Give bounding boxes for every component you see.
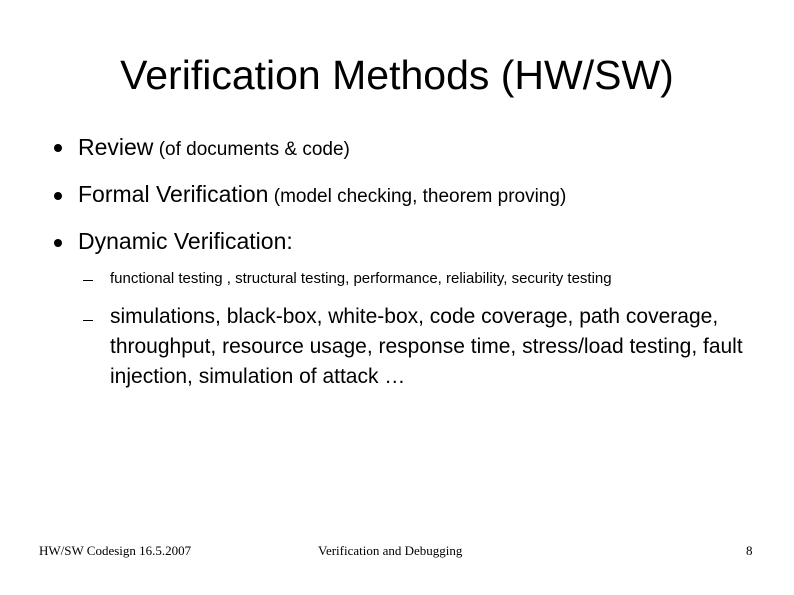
bullet-formal-verification xyxy=(78,181,566,208)
bullet-detail-text: (of documents & code) xyxy=(153,139,350,160)
bullet-main-text: Review xyxy=(78,134,154,160)
bullet-dynamic-verification xyxy=(78,228,293,255)
slide-title: Verification Methods (HW/SW) xyxy=(120,52,674,98)
dash-bullet-icon xyxy=(83,280,93,281)
bullet-main-text: Dynamic Verification: xyxy=(78,228,293,254)
sub-bullet-techniques: simulations, black-box, white-box, code coverage, path coverage, throughput, resource usage, response time, stress/load testing, fault injection, simulation of attack … xyxy=(110,305,743,388)
bullet-detail-text: (model checking, theorem proving) xyxy=(268,186,567,207)
bullet-review xyxy=(78,134,350,161)
sub-bullet-testing-types: functional testing , structural testing, performance, reliability, security testing xyxy=(110,270,612,287)
bullet-dot-icon xyxy=(54,144,62,152)
page-number: 8 xyxy=(746,543,753,558)
dash-bullet-icon xyxy=(83,320,93,321)
footer-left: HW/SW Codesign 16.5.2007 xyxy=(39,543,192,558)
footer-center: Verification and Debugging xyxy=(318,543,463,558)
bullet-dot-icon xyxy=(54,239,62,247)
bullet-dot-icon xyxy=(54,192,62,200)
bullet-main-text: Formal Verification xyxy=(78,181,269,207)
